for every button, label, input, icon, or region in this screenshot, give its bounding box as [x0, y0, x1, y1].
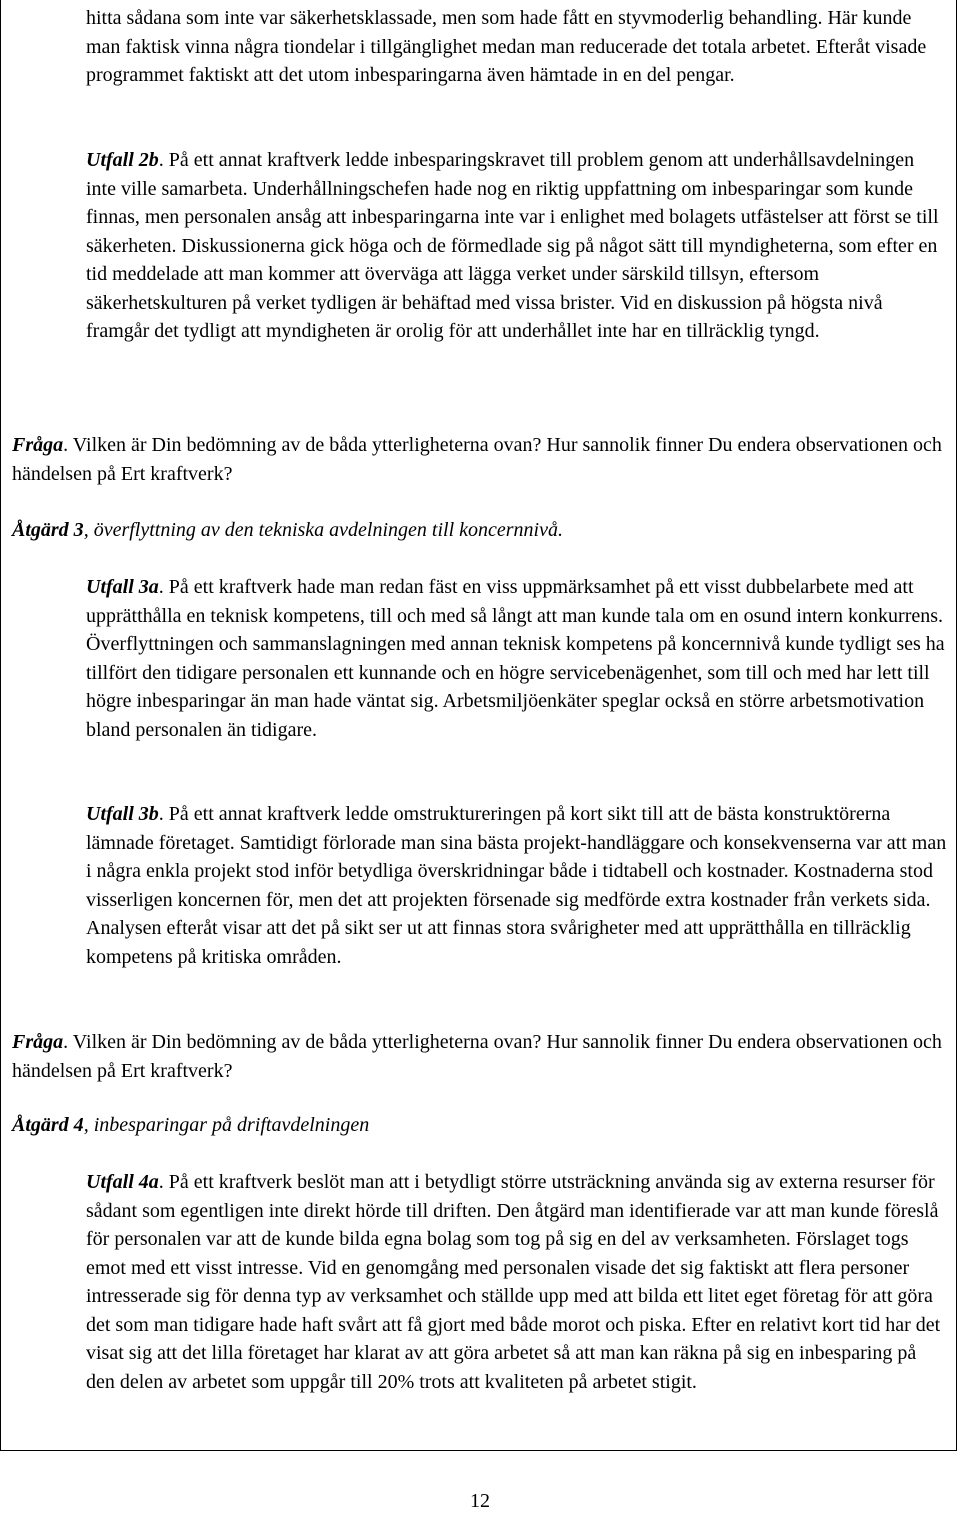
fraga-1-label: Fråga — [12, 434, 64, 456]
utfall-3b-text: . På ett annat kraftverk ledde omstruktureringen på kort sikt till att de bästa konstruktörerna lämnade företaget. Samtidigt förlorade man sina bästa projekt-handläggare och konsekvenserna var att man i några enkla projekt stod inför betydliga överskridningar både i tidtabell och kostnader. Kostnaderna stod visserligen koncernen för, men det att projekten försenade sig medförde extra kostnader från verkets sida. Analysen efteråt visar att det på sikt ser ut att finnas stora svårigheter med att upprätthålla en tillräcklig kompetens på kritiska områden. — [86, 803, 947, 968]
atgard-3-label: Åtgärd 3 — [12, 519, 84, 541]
utfall-3a-label: Utfall 3a — [86, 576, 159, 598]
utfall-2b-label: Utfall 2b — [86, 149, 159, 171]
utfall-3b-paragraph — [86, 800, 948, 971]
utfall-2b-text: . På ett annat kraftverk ledde inbesparingskravet till problem genom att underhållsavdelningen inte ville samarbeta. Underhållningschefen hade nog en riktig uppfattning om inbesparingar som kunde finnas, men personalen ansåg att inbesparingarna inte var i enlighet med bolagets utfästelser att först se till säkerheten. Diskussionerna gick höga och de förmedlade sig på något sätt till myndigheterna, som efter en tid meddelade att man kommer att överväga att lägga verket under särskild tillsyn, eftersom säkerhetskulturen på verket tydligen är behäftad med vissa brister. Vid en diskussion på högsta nivå framgår det tydligt att myndigheten är orolig för att underhållet inte har en tillräcklig tyngd. — [86, 149, 939, 342]
utfall-3a-text: . På ett kraftverk hade man redan fäst en viss uppmärksamhet på ett visst dubbelarbete med att upprätthålla en teknisk kompetens, till och med så långt att man kunde tala om en osund intern konkurrens. Överflyttningen och sammanslagningen med annan teknisk kompetens på koncernnivå kunde tydligt ses ha tillfört den tidigare personalen ett kunnande och en högre servicebenägenhet, som till och med har lett till högre inbesparingar än man hade väntat sig. Arbetsmiljöenkäter speglar också en större arbetsmotivation bland personalen än tidigare. — [86, 576, 945, 741]
fraga-1-paragraph — [12, 431, 948, 488]
intro-text: hitta sådana som inte var säkerhetsklassade, men som hade fått en styvmoderlig behandling. Här kunde man faktisk vinna några tiondelar i tillgänglighet medan man reducerade det totala arbetet. Efteråt visade programmet faktiskt att det utom inbesparingarna även hämtade in en del pengar. — [86, 7, 927, 86]
atgard-4-heading — [12, 1111, 948, 1140]
atgard-3-heading — [12, 516, 948, 545]
atgard-4-label: Åtgärd 4 — [12, 1114, 84, 1136]
fraga-2-paragraph — [12, 1028, 948, 1085]
intro-paragraph — [86, 4, 948, 90]
fraga-2-label: Fråga — [12, 1031, 64, 1053]
utfall-3b-label: Utfall 3b — [86, 803, 159, 825]
utfall-4a-text: . På ett kraftverk beslöt man att i betydligt större utsträckning använda sig av externa resurser för sådant som egentligen inte direkt hörde till driften. Den åtgärd man identifierade var att man kunde föreslå för personalen var att de kunde bilda egna bolag som tog på sig en del av verksamheten. Förslaget togs emot med ett visst intresse. Vid en genomgång med personalen visade det sig faktiskt att flera personer intresserade sig för denna typ av verksamhet och ställde upp med att bilda ett litet eget företag för att göra det som man tidigare hade haft svårt att få gjort med både morot och piska. Efter en relativt kort tid har det visat sig att det lilla företaget har klarat av att göra arbetet så att man kan räkna på sig en inbesparing på den delen av arbetet som uppgår till 20% trots att kvaliteten på arbetet stigit. — [86, 1171, 941, 1393]
utfall-2b-paragraph — [86, 146, 948, 346]
utfall-4a-label: Utfall 4a — [86, 1171, 159, 1193]
fraga-2-text: . Vilken är Din bedömning av de båda ytterligheterna ovan? Hur sannolik finner Du endera observationen och händelsen på Ert kraftverk? — [12, 1031, 942, 1082]
page-number: 12 — [470, 1490, 490, 1512]
atgard-3-text: , överflyttning av den tekniska avdelningen till koncernnivå. — [83, 519, 563, 541]
utfall-3a-paragraph — [86, 573, 948, 744]
atgard-4-text: , inbesparingar på driftavdelningen — [83, 1114, 370, 1136]
fraga-1-text: . Vilken är Din bedömning av de båda ytterligheterna ovan? Hur sannolik finner Du endera observationen och händelsen på Ert kraftverk? — [12, 434, 942, 485]
utfall-4a-paragraph — [86, 1168, 948, 1396]
